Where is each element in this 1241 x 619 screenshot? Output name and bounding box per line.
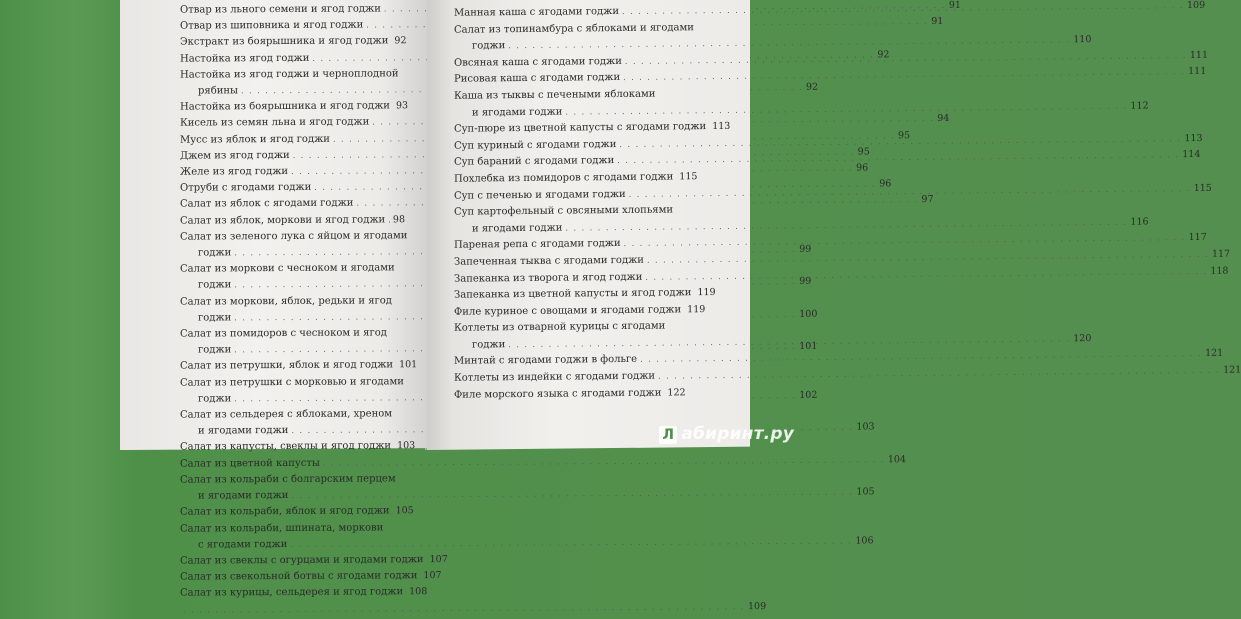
toc-page-number: 104	[887, 453, 906, 465]
toc-entry-title: Желе из ягод годжи	[180, 166, 289, 178]
toc-page-number: 105	[856, 486, 875, 498]
toc-entry-title: годжи	[472, 339, 506, 351]
toc-entry-title: Отруби с ягодами годжи	[180, 182, 312, 194]
toc-line	[180, 34, 405, 52]
toc-page-number: 103	[397, 440, 416, 452]
toc-entry-title: Салат из петрушки с морковью и ягодами	[180, 375, 404, 389]
toc-page-number: 118	[1210, 265, 1229, 277]
toc-entry-title: годжи	[198, 279, 232, 291]
toc-line	[180, 486, 875, 505]
toc-page-number: 120	[1073, 332, 1092, 345]
toc-page-number: 117	[1211, 248, 1231, 260]
toc-entry	[180, 34, 405, 52]
toc-entry-title: и ягодами годжи	[198, 425, 289, 437]
toc-page-number: 121	[1205, 348, 1224, 360]
toc-page-number: 122	[667, 386, 686, 399]
watermark-text: абиринт.ру	[681, 424, 794, 444]
toc-page-number: 105	[395, 505, 414, 517]
toc-entry	[180, 600, 767, 619]
toc-page-number: 96	[856, 162, 869, 174]
toc-page-number: 92	[806, 81, 819, 93]
toc-entry-title: Котлеты из индейки с ягодами годжи	[454, 370, 656, 384]
toc-entry-title: Салат из кольраби, шпината, моркови	[180, 521, 384, 535]
toc-line	[180, 341, 818, 360]
toc-entry-title: Настойка из ягод годжи и черноплодной	[180, 68, 399, 81]
toc-entry-title: годжи	[198, 247, 232, 259]
toc-line	[180, 98, 409, 116]
toc-entry-title: Салат из цветной капусты	[180, 457, 320, 470]
toc-entry	[180, 552, 448, 570]
toc-entry-title: Филе морского языка с ягодами годжи	[454, 387, 662, 401]
toc-page-number: 99	[799, 276, 812, 288]
toc-entry-title: и ягодами годжи	[472, 106, 563, 119]
toc-page-number: 91	[931, 16, 944, 28]
toc-line	[180, 453, 906, 473]
toc-entry-title: Суп с печенью и ягодами годжи	[454, 188, 626, 202]
toc-entry-title: Салат из сельдерея с яблоками, хреном	[180, 408, 393, 421]
toc-entry-title: Экстракт из боярышника и ягод годжи	[180, 35, 389, 49]
toc-entry-title: Отвар из шиповника и ягод годжи	[180, 19, 364, 32]
toc-entry-title: Минтай с ягодами годжи в фольге	[454, 354, 638, 368]
dot-leader	[629, 181, 1191, 203]
toc-entry-title: Отвар из льного семени и ягод годжи	[180, 3, 381, 16]
toc-entry	[454, 385, 686, 404]
toc-page-number: 108	[409, 586, 428, 598]
toc-entry-title: Запеканка из цветной капусты и ягод годжи	[454, 287, 692, 301]
toc-line	[180, 358, 418, 376]
toc-entry-title: с ягодами годжи	[198, 538, 288, 551]
toc-line	[180, 504, 414, 522]
toc-entry-title: Джем из ягод годжи	[180, 149, 290, 162]
toc-entry-title: Салат из яблок, моркови и ягод годжи	[180, 214, 386, 227]
toc-entry-title: Салат из свеклы с огурцами и ягодами годжи	[180, 554, 424, 567]
toc-page-number: 119	[697, 287, 716, 299]
toc-page-number: 115	[1193, 182, 1212, 194]
toc-entry	[180, 98, 409, 116]
toc-page-number: 111	[1188, 66, 1207, 78]
toc-entry	[180, 212, 405, 230]
toc-entry-title: годжи	[198, 344, 232, 356]
toc-page-number: 109	[1186, 0, 1206, 12]
toc-line	[180, 212, 405, 230]
toc-entry-title: Манная каша с ягодами годжи	[454, 5, 619, 19]
toc-entry-title: Салат из свекольной ботвы с ягодами годжи	[180, 570, 418, 583]
toc-entry	[180, 453, 906, 473]
toc-page-number: 100	[799, 308, 818, 320]
labirint-watermark	[659, 424, 794, 444]
toc-page-number: 107	[423, 570, 442, 582]
toc-entry-title: Запеченная тыква с ягодами годжи	[454, 254, 644, 268]
toc-page-number: 102	[799, 389, 818, 401]
toc-entry-title: Салат из капусты, свеклы и ягод годжи	[180, 440, 392, 454]
toc-line	[454, 385, 686, 404]
labirint-logo-icon: Л	[659, 426, 677, 444]
toc-entry-title: годжи	[198, 393, 232, 405]
toc-page-number: 92	[877, 48, 890, 60]
toc-page-number: 99	[799, 243, 812, 255]
toc-entry-title: Мусс из яблок и ягод годжи	[180, 133, 330, 146]
toc-entry-title: Похлебка из помидоров с ягодами годжи	[454, 171, 674, 185]
toc-entry-title: годжи	[198, 312, 232, 324]
toc-entry-title: Салат из моркови с чесноком и ягодами	[180, 262, 395, 275]
toc-entry	[180, 520, 874, 554]
toc-entry-title: Пареная репа с ягодами годжи	[454, 238, 621, 252]
toc-entry-title: Филе куриное с овощами и ягодами годжи	[454, 304, 682, 318]
toc-entry-title: годжи	[472, 40, 506, 52]
toc-line	[180, 600, 767, 619]
toc-line	[180, 535, 874, 554]
toc-page-number: 111	[1189, 49, 1208, 61]
dot-leader	[291, 485, 853, 505]
toc-page-number: 103	[856, 421, 875, 433]
toc-page-number: 92	[394, 35, 407, 47]
dot-leader	[323, 452, 885, 472]
toc-page-number: 91	[948, 0, 961, 11]
toc-entry	[180, 585, 428, 603]
toc-entry-title: Суп-пюре из цветной капусты с ягодами годжи	[454, 121, 707, 135]
toc-line	[180, 568, 442, 586]
toc-page-number: 113	[1184, 132, 1203, 144]
toc-entry	[180, 358, 418, 376]
toc-page-number: 116	[1130, 216, 1149, 228]
toc-entry-title: Каша из тыквы с печеными яблоками	[454, 88, 656, 102]
toc-entry-title: Настойка из ягод годжи	[180, 52, 310, 65]
toc-page-number: 121	[1223, 364, 1241, 376]
toc-page-number: 119	[687, 303, 706, 315]
toc-entry-title: Рисовая каша с ягодами годжи	[454, 72, 621, 86]
toc-page-number: 93	[395, 100, 409, 112]
toc-entry-title: Салат из моркови, яблок, редьки и ягод	[180, 294, 392, 308]
toc-page-number: 114	[1182, 149, 1201, 161]
toc-entry-title: Салат из зеленого лука с яйцом и ягодами	[180, 230, 408, 243]
toc-page-number: 117	[1188, 232, 1207, 244]
dot-leader	[622, 0, 1184, 21]
toc-entry-title: Овсяная каша с ягодами годжи	[454, 55, 622, 69]
dot-leader	[290, 533, 852, 553]
toc-page-number: 107	[429, 553, 448, 566]
toc-page-number: 110	[1073, 34, 1092, 46]
toc-page-number: 94	[937, 113, 950, 125]
toc-page-number: 97	[921, 194, 934, 206]
toc-page-number: 109	[747, 600, 767, 612]
toc-entry-title: Суп картофельный с овсяными хлопьями	[454, 204, 674, 218]
dot-leader	[388, 212, 390, 228]
toc-entry	[180, 568, 442, 586]
toc-entry-title: Кисель из семян льна и ягод годжи	[180, 116, 370, 130]
toc-page-number: 98	[392, 213, 405, 225]
toc-line	[180, 439, 416, 457]
toc-entry-title: рябины	[198, 85, 239, 97]
dot-leader	[183, 599, 745, 619]
toc-entry	[180, 471, 875, 505]
toc-page-number: 96	[879, 178, 892, 190]
toc-page-number: 115	[679, 171, 698, 183]
toc-entry-title: Салат из яблок с ягодами годжи	[180, 198, 354, 211]
toc-entry-title: Салат из кольраби, яблок и ягод годжи	[180, 505, 390, 518]
toc-entry-title: Салат из помидоров с чесноком и ягод	[180, 327, 387, 340]
toc-entry-title: и ягодами годжи	[472, 222, 563, 235]
toc-line	[180, 552, 448, 570]
toc-page-number: 101	[399, 359, 418, 371]
toc-page-number: 112	[1130, 100, 1149, 112]
toc-entry-title: Суп бараний с ягодами годжи	[454, 155, 615, 169]
toc-line	[180, 585, 428, 603]
toc-page-number: 101	[799, 341, 818, 353]
toc-page-number: 95	[857, 146, 870, 158]
toc-entry-title: Салат из курицы, сельдерея и ягод годжи	[180, 586, 404, 599]
toc-page-number: 113	[712, 120, 731, 133]
toc-entry-title: Суп куриный с ягодами годжи	[454, 138, 617, 152]
toc-entry-title: Настойка из боярышника и ягод годжи	[180, 100, 390, 113]
toc-page-number: 106	[855, 535, 874, 547]
toc-entry-title: Салат из топинамбура с яблоками и ягодами	[454, 21, 694, 36]
toc-entry-title: Котлеты из отварной курицы с ягодами	[454, 320, 666, 334]
toc-entry	[180, 439, 416, 457]
toc-entry	[180, 504, 414, 522]
toc-entry-title: Салат из кольраби с болгарским перцем	[180, 473, 396, 486]
toc-entry	[454, 202, 1149, 238]
toc-page-number: 95	[897, 129, 911, 141]
toc-entry-title: и ягодами годжи	[198, 490, 289, 502]
toc-entry-title: Салат из петрушки, яблок и ягод годжи	[180, 359, 394, 373]
toc-entry-title: Запеканка из творога и ягод годжи	[454, 271, 643, 285]
